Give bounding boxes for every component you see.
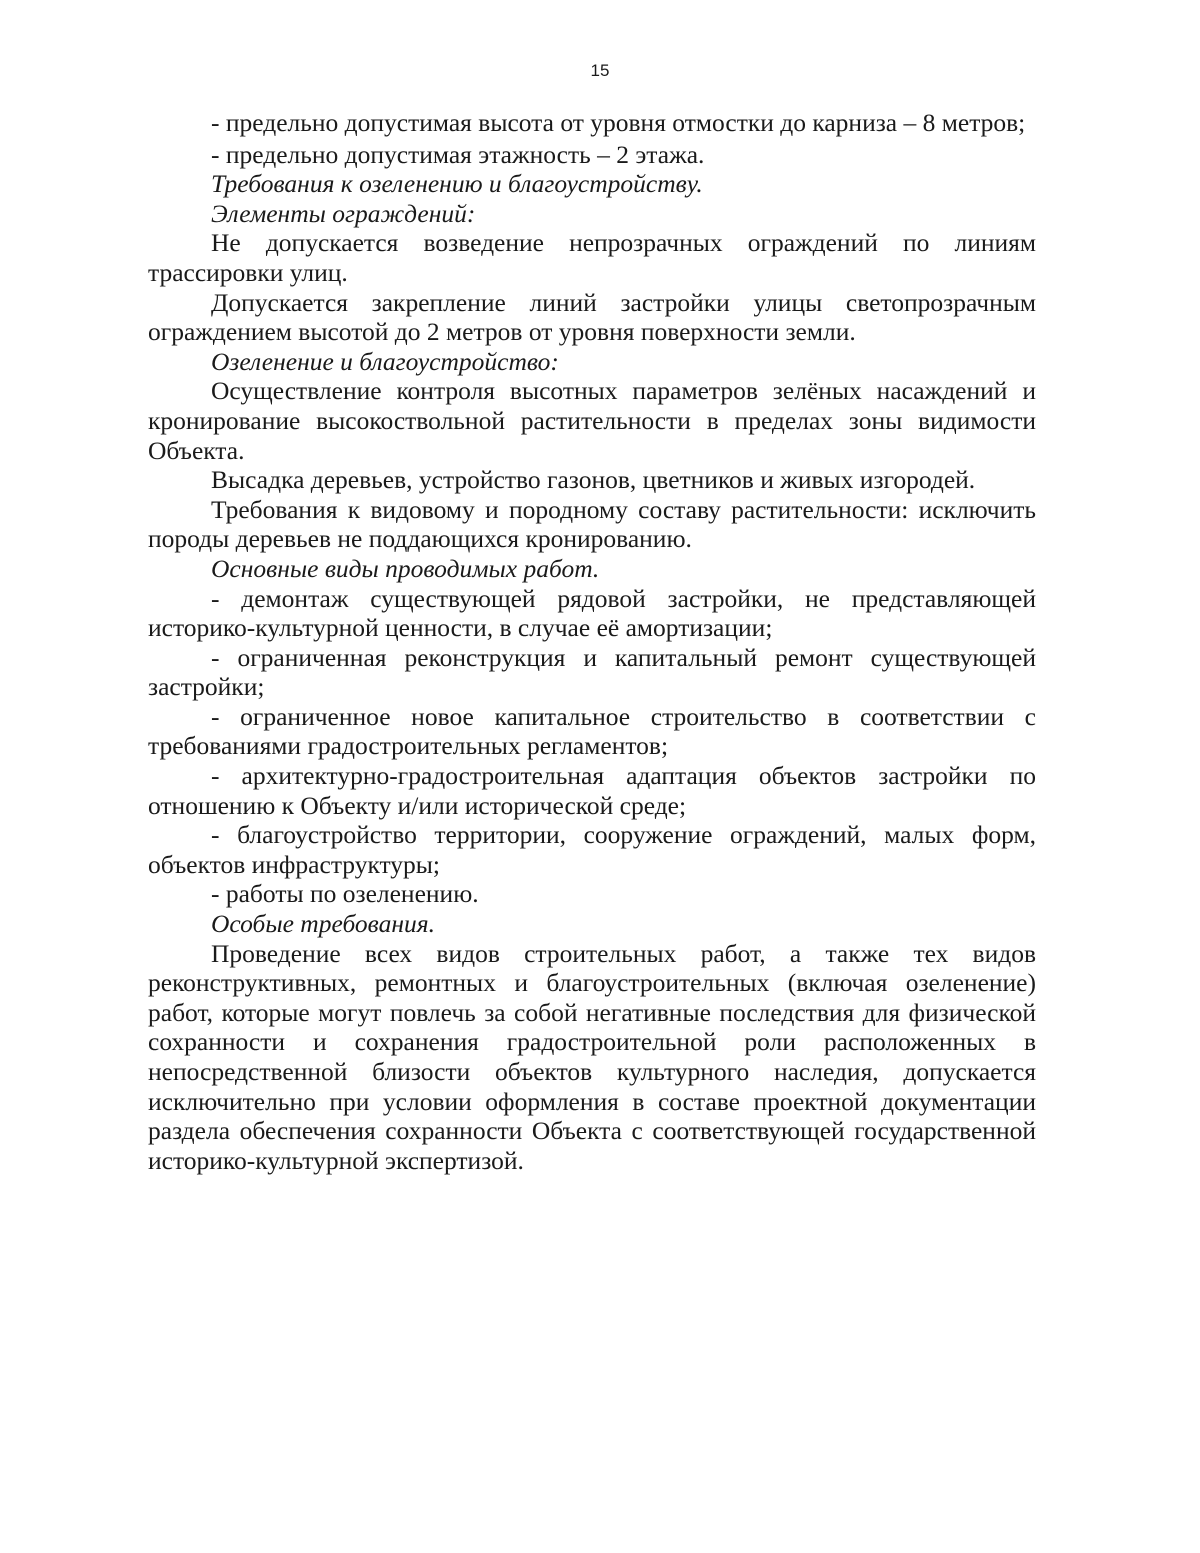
page-number: 15 xyxy=(590,61,610,80)
greening-paragraph-2: Высадка деревьев, устройство газонов, цветников и живых изгородей. xyxy=(211,465,976,495)
special-requirements-paragraph: Проведение всех видов строительных работ, а также тех видов реконструктивных, ремонтных и благоустроительных (включая озеленение) работ, которые могут повлечь за собой негативные последствия для физической сохранности и сохранения градостроительной роли расположенных в непосредственной близости объектов культурного наследия, допускается исключительно при условии оформления в составе проектной документации раздела обеспечения сохранности Объекта с соответствующей государственной историко-культурной экспертизой. xyxy=(148,938,1036,1175)
greening-paragraph-3: Требования к видовому и породному составу растительности: исключить породы деревьев не поддающихся кронированию. xyxy=(148,494,1036,554)
works-item-dismantling: - демонтаж существующей рядовой застройки, не представляющей историко-культурной ценности, в случае её амортизации; xyxy=(148,583,1036,643)
height-limit-item: - предельно допустимая высота от уровня отмостки до карниза – 8 метров; xyxy=(211,108,1026,137)
greening-heading: Озеленение и благоустройство: xyxy=(211,346,559,376)
special-requirements-heading: Особые требования. xyxy=(211,909,435,939)
works-item-adaptation: - архитектурно-градостроительная адаптация объектов застройки по отношению к Объекту и/или исторической среде; xyxy=(148,761,1036,820)
document-body xyxy=(148,108,1036,1175)
floors-limit-item: - предельно допустимая этажность – 2 этажа. xyxy=(211,139,705,169)
works-item-improvement: - благоустройство территории, сооружение ограждений, малых форм, объектов инфраструктуры; xyxy=(148,820,1036,879)
fencing-paragraph-2: Допускается закрепление линий застройки улицы светопрозрачным ограждением высотой до 2 метров от уровня поверхности земли. xyxy=(148,287,1036,347)
works-item-reconstruction: - ограниченная реконструкция и капитальный ремонт существующей застройки; xyxy=(148,642,1036,702)
fencing-elements-heading: Элементы ограждений: xyxy=(211,198,476,228)
greening-paragraph-1: Осуществление контроля высотных параметров зелёных насаждений и кронирование высокоствольной растительности в пределах зоны видимости Объекта. xyxy=(148,376,1036,465)
fencing-paragraph-1: Не допускается возведение непрозрачных ограждений по линиям трассировки улиц. xyxy=(148,228,1036,287)
works-item-greening: - работы по озеленению. xyxy=(211,879,479,909)
main-works-heading: Основные виды проводимых работ. xyxy=(211,553,600,583)
landscaping-requirements-heading: Требования к озеленению и благоустройству. xyxy=(211,169,703,199)
works-item-new-construction: - ограниченное новое капитальное строительство в соответствии с требованиями градостроительных регламентов; xyxy=(148,701,1036,761)
